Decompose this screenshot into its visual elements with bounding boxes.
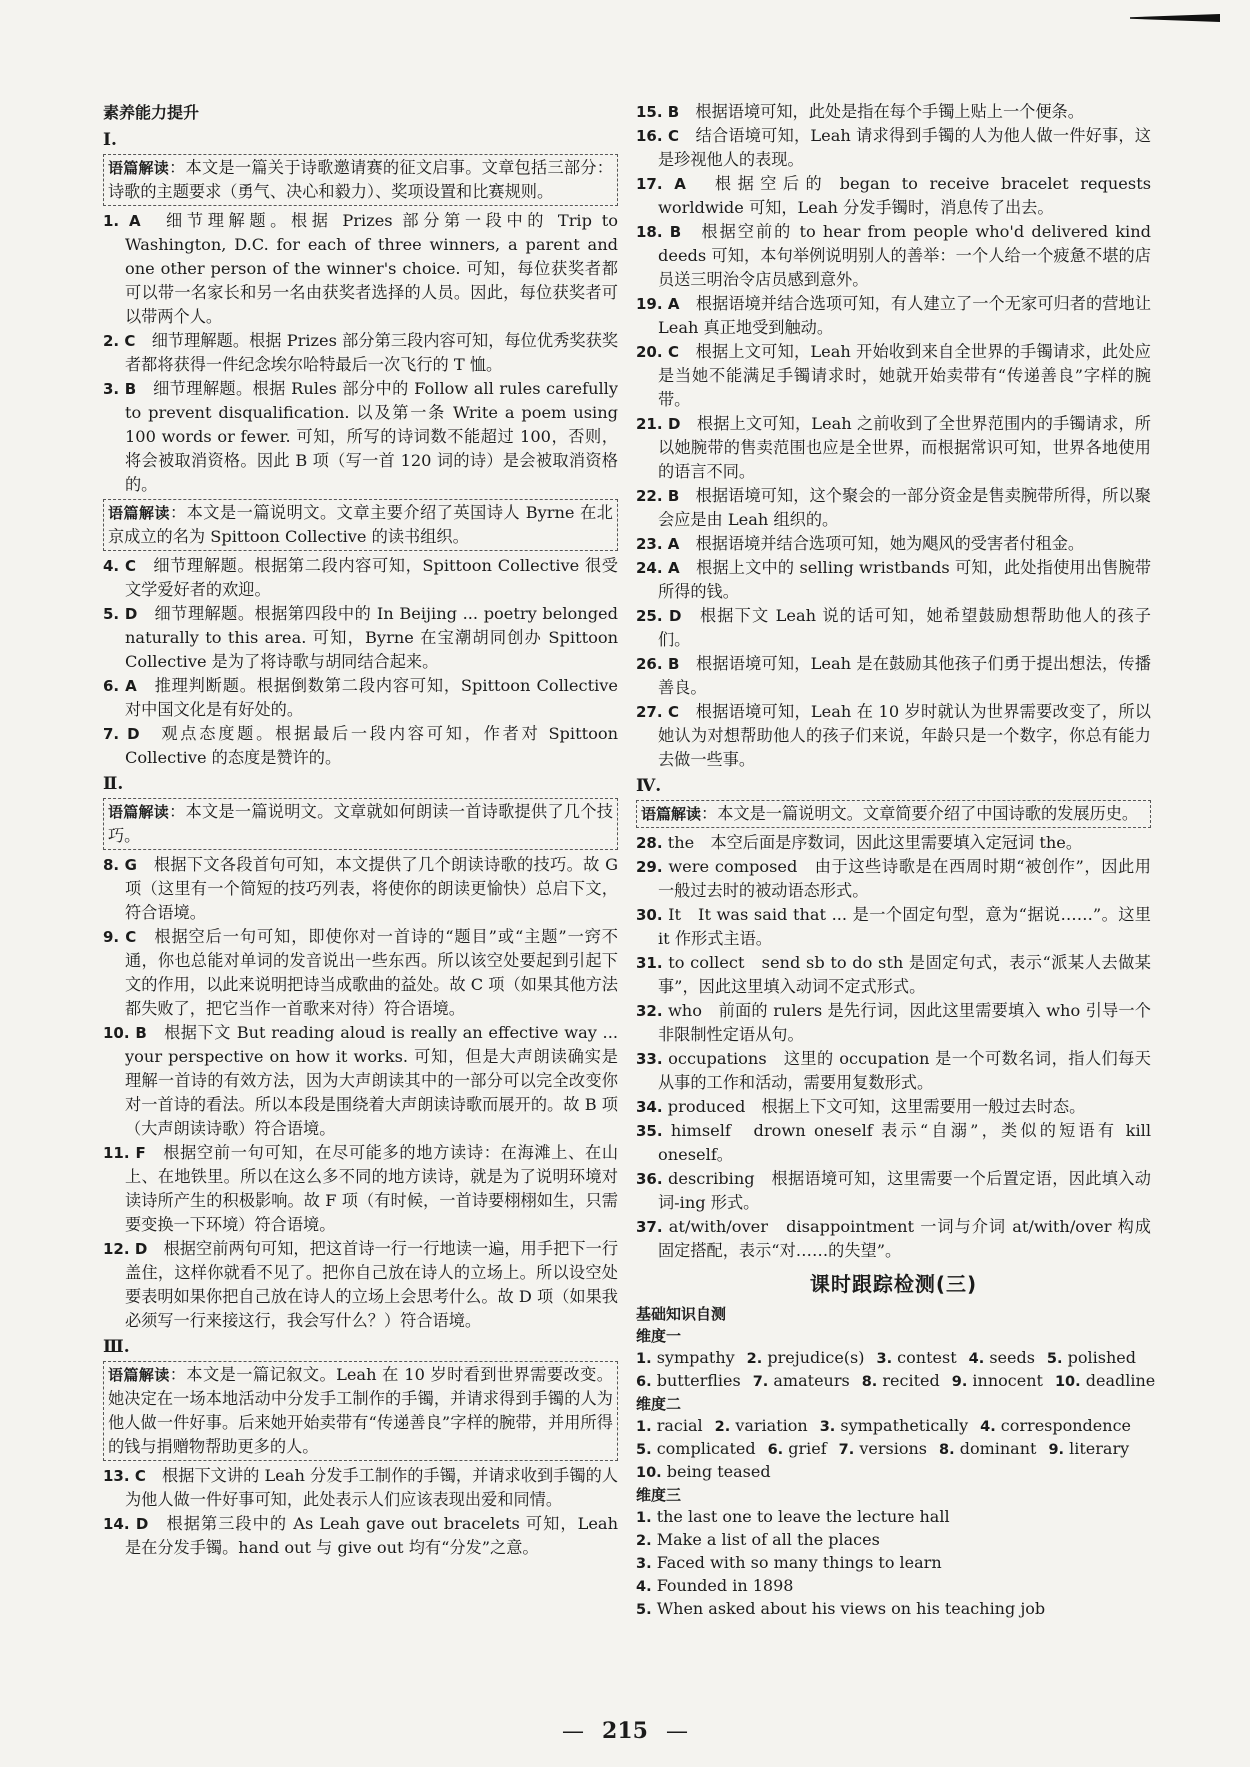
answer-number: 3. B [103, 380, 137, 398]
answer-word: prejudice(s) [762, 1348, 865, 1367]
box-label: 语篇解读 [108, 159, 170, 177]
answer-word: deadline [1080, 1371, 1156, 1390]
answer-explanation: 根据语境并结合选项可知，有人建立了一个无家可归者的营地让 Leah 真正地受到触动。 [658, 294, 1152, 337]
answer-cell [747, 1347, 865, 1370]
answer-number: 3. [819, 1419, 836, 1435]
answer-explanation: 根据语境并结合选项可知，她为飓风的受害者付租金。 [679, 534, 1085, 553]
answer-number: 1. A [103, 212, 141, 230]
answer-number: 14. D [103, 1515, 149, 1533]
answer-item [103, 329, 618, 377]
answer-explanation: to collect send sb to do sth 是固定句式，表示“派某人去做某事”，因此这里填入动词不定式形式。 [658, 953, 1151, 996]
answer-item [636, 1047, 1151, 1095]
answer-cell [820, 1415, 968, 1438]
answer-word: innocent [967, 1371, 1043, 1390]
answer-cell [1048, 1438, 1129, 1461]
answer-explanation: 根据语境可知，此处是指在每个手镯上贴上一个便条。 [679, 102, 1084, 121]
answer-number: 1. [636, 1419, 652, 1435]
answer-explanation: 根据上文可知，Leah 之前收到了全世界范围内的手镯请求，所以她腕带的售卖范围也应是全世界，而根据常识可知，世界各地使用的语言不同。 [658, 414, 1151, 481]
dimension-label: 维度二 [636, 1395, 682, 1413]
answer-item [636, 484, 1151, 532]
answer-item [636, 1167, 1151, 1215]
answer-item [103, 925, 618, 1021]
answer-number: 31. [636, 954, 663, 972]
answer-number: 37. [636, 1218, 663, 1236]
answer-word: grief [783, 1439, 827, 1458]
answer-cell [980, 1415, 1131, 1438]
box-label: 语篇解读 [641, 805, 702, 823]
answer-number: 25. D [636, 607, 682, 625]
answer-item [636, 700, 1151, 772]
answer-item [103, 209, 618, 329]
answer-row [636, 1506, 1151, 1529]
answer-word: complicated [651, 1439, 756, 1458]
answer-number: 33. [636, 1050, 663, 1068]
box-text: ：本文是一篇说明文。文章简要介绍了中国诗歌的发展历史。 [701, 804, 1139, 823]
answer-number: 6. [636, 1374, 652, 1390]
answer-number: 9. [951, 1374, 968, 1390]
answer-row [636, 1415, 1151, 1438]
answer-explanation: It It was said that ... 是一个固定句型，意为“据说……”。这里 it 作形式主语。 [658, 905, 1151, 948]
answer-item [103, 1141, 618, 1237]
answer-item [636, 604, 1151, 652]
answer-item [636, 1095, 1151, 1119]
answer-word: polished [1062, 1348, 1136, 1367]
box-text: ：本文是一篇说明文。文章主要介绍了英国诗人 Byrne 在北京成立的名为 Spittoon Collective 的读书组织。 [108, 503, 613, 546]
answer-explanation: 根据下文各段首句可知，本文提供了几个朗读诗歌的技巧。故 G 项（这里有一个简短的技巧列表，将使你的朗读更愉快）总启下文，符合语境。 [125, 855, 619, 922]
answer-number: 10. B [103, 1024, 147, 1042]
answer-number: 35. [636, 1122, 663, 1140]
answer-explanation: 根据空后的 began to receive bracelet requests worldwide 可知，Leah 分发手镯时，消息传了出去。 [658, 174, 1152, 217]
answer-explanation: 根据上文中的 selling wristbands 可知，此处指使用出售腕带所得的钱。 [658, 558, 1152, 601]
answer-number: 4. [636, 1579, 652, 1595]
answer-number: 34. [636, 1098, 663, 1116]
answer-word: contest [892, 1348, 957, 1367]
answer-explanation: 推理判断题。根据倒数第二段内容可知，Spittoon Collective 对中国文化是有好处的。 [125, 676, 618, 719]
answer-explanation: occupations 这里的 occupation 是一个可数名词，指人们每天从事的工作和活动，需要用复数形式。 [658, 1049, 1151, 1092]
section-heading: 素养能力提升 [103, 103, 200, 122]
box-label: 语篇解读 [108, 504, 170, 522]
answer-item [636, 1215, 1151, 1263]
answer-number: 4. [968, 1351, 985, 1367]
answer-number: 8. G [103, 856, 137, 874]
top-corner-bar [1130, 14, 1220, 22]
answer-explanation: 结合语境可知，Leah 请求得到手镯的人为他人做一件好事，这是珍视他人的表现。 [658, 126, 1151, 169]
answer-number: 7. [752, 1374, 769, 1390]
answer-number: 11. F [103, 1144, 146, 1162]
subsection-title: 基础知识自测 [636, 1305, 727, 1323]
answer-number: 5. D [103, 605, 138, 623]
answer-number: 18. B [636, 223, 682, 241]
answer-number: 4. C [103, 557, 136, 575]
page-number: — 215 — [562, 1718, 688, 1744]
answer-cell [636, 1370, 741, 1393]
answer-item [103, 1464, 618, 1512]
answer-row [636, 1347, 1151, 1370]
answer-explanation: 根据上文可知，Leah 开始收到来自全世界的手镯请求，此处应是当她不能满足手镯请求时，她就开始卖带有“传递善良”字样的腕带。 [658, 342, 1151, 409]
answer-row [636, 1552, 1151, 1575]
answer-item [103, 1237, 618, 1333]
answer-number: 10. [1054, 1374, 1081, 1390]
answer-row [636, 1370, 1156, 1393]
answer-number: 16. C [636, 127, 680, 145]
answer-item [103, 1512, 618, 1560]
answer-item [103, 674, 618, 722]
answer-number: 5. [1046, 1351, 1063, 1367]
answer-number: 2. [714, 1419, 731, 1435]
answer-number: 15. B [636, 103, 680, 121]
answer-number: 36. [636, 1170, 663, 1188]
answer-item [636, 951, 1151, 999]
answer-number: 28. [636, 834, 663, 852]
box-text: ：本文是一篇说明文。文章就如何朗读一首诗歌提供了几个技巧。 [108, 802, 613, 845]
answer-explanation: 细节理解题。根据 Prizes 部分第三段内容可知，每位优秀奖获奖者都将获得一件纪念埃尔哈特最后一次飞行的 T 恤。 [125, 331, 619, 374]
answer-item [636, 1119, 1151, 1167]
answer-item [636, 340, 1151, 412]
answer-explanation: describing 根据语境可知，这里需要一个后置定语，因此填入动词-ing 形式。 [658, 1169, 1151, 1212]
answer-item [636, 556, 1151, 604]
answer-number: 5. [636, 1602, 652, 1618]
answer-number: 6. A [103, 677, 137, 695]
answer-word: sympathetically [835, 1416, 969, 1435]
passage-summary [103, 499, 618, 551]
answer-word: correspondence [995, 1416, 1131, 1435]
answer-cell [876, 1347, 956, 1370]
answer-number: 19. A [636, 295, 680, 313]
answer-explanation: 根据下文 But reading aloud is really an effective way ... your perspective on how it works. 可知，但是大声朗读确实是理解一首诗的有效方法，因为大声朗读其中的一部分可以完全改变你对一首诗的看法。所以本段是围绕着大声朗读诗歌而展开的。故 B 项（大声朗读诗歌）符合语境。 [125, 1023, 618, 1138]
answer-item [636, 220, 1151, 292]
answer-row [636, 1575, 1151, 1598]
answer-number: 26. B [636, 655, 680, 673]
answer-item [103, 554, 618, 602]
answer-sentence: When asked about his views on his teaching job [651, 1599, 1046, 1618]
answer-word: amateurs [768, 1371, 850, 1390]
dimension-label: 维度一 [636, 1327, 682, 1345]
answer-item [636, 855, 1151, 903]
answer-explanation: produced 根据上下文可知，这里需要用一般过去时态。 [662, 1097, 1086, 1116]
answer-word: racial [651, 1416, 703, 1435]
left-column [103, 100, 618, 1560]
answer-explanation: 根据空前的 to hear from people who'd delivered kind deeds 可知，本句举例说明别人的善举：一个人给一个疲惫不堪的店员送三明治令店员感到意外。 [658, 222, 1151, 289]
passage-summary [103, 798, 618, 850]
answer-explanation: himself drown oneself 表示“自溺”，类似的短语有 kill oneself。 [658, 1121, 1151, 1164]
answer-cell [839, 1438, 927, 1461]
answer-number: 2. [746, 1351, 763, 1367]
answer-number: 3. [876, 1351, 893, 1367]
answer-number: 22. B [636, 487, 680, 505]
answer-explanation: 根据下文讲的 Leah 分发手工制作的手镯，并请求收到手镯的人为他人做一件好事可知，此处表示人们应该表现出爱和同情。 [125, 1466, 618, 1509]
answer-number: 9. [1048, 1442, 1065, 1458]
answer-cell [862, 1370, 940, 1393]
answer-item [103, 602, 618, 674]
answer-item [103, 853, 618, 925]
answer-item [636, 652, 1151, 700]
answer-explanation: who 前面的 rulers 是先行词，因此这里需要填入 who 引导一个非限制性定语从句。 [658, 1001, 1151, 1044]
answer-word: butterflies [651, 1371, 741, 1390]
answer-explanation: 根据第三段中的 As Leah gave out bracelets 可知，Leah 是在分发手镯。hand out 与 give out 均有“分发”之意。 [125, 1514, 618, 1557]
answer-number: 1. [636, 1351, 652, 1367]
answer-word: recited [877, 1371, 940, 1390]
page-number-text: 215 [602, 1718, 648, 1744]
answer-number: 30. [636, 906, 663, 924]
answer-item [636, 532, 1151, 556]
answer-cell [753, 1370, 850, 1393]
dimension-label: 维度三 [636, 1486, 682, 1504]
answer-number: 5. [636, 1442, 652, 1458]
answer-row [636, 1438, 1151, 1461]
answer-word: dominant [954, 1439, 1037, 1458]
answer-number: 3. [636, 1556, 652, 1572]
answer-number: 32. [636, 1002, 663, 1020]
answer-item [103, 377, 618, 497]
answer-item [636, 999, 1151, 1047]
answer-cell [952, 1370, 1043, 1393]
answer-word: being teased [661, 1462, 771, 1481]
answer-explanation: 细节理解题。根据 Rules 部分中的 Follow all rules carefully to prevent disqualification. 以及第一条 Write a poem using 100 words or fewer. 可知，所写的诗词数不能超过 100，否则，将会被取消资格。因此 B 项（写一首 120 词的诗）是会被取消资格的。 [125, 379, 618, 494]
answer-item [636, 172, 1151, 220]
answer-sentence: Founded in 1898 [651, 1576, 794, 1595]
answer-number: 13. C [103, 1467, 146, 1485]
answer-number: 9. C [103, 928, 137, 946]
answer-explanation: were composed 由于这些诗歌是在西周时期“被创作”，因此用一般过去时的被动语态形式。 [658, 857, 1151, 900]
answer-number: 7. [838, 1442, 855, 1458]
answer-explanation: 细节理解题。根据 Prizes 部分第一段中的 Trip to Washington, D.C. for each of three winners, a parent and one other person of the winner's choice. 可知，每位获奖者都可以带一名家长和另一名由获奖者选择的人员。因此，每位获奖者可以带两个人。 [125, 211, 618, 326]
answer-row [636, 1598, 1151, 1621]
answer-explanation: 细节理解题。根据第四段中的 In Beijing ... poetry belonged naturally to this area. 可知，Byrne 在宝潮胡同创办 Spittoon Collective 是为了将诗歌与胡同结合起来。 [125, 604, 619, 671]
answer-item [636, 100, 1151, 124]
answer-item [636, 292, 1151, 340]
answer-number: 17. A [636, 175, 686, 193]
answer-cell [1047, 1347, 1136, 1370]
answer-cell [636, 1347, 735, 1370]
answer-number: 7. D [103, 725, 140, 743]
answer-cell [636, 1415, 703, 1438]
right-column [636, 100, 1156, 1621]
answer-word: variation [730, 1416, 808, 1435]
answer-number: 10. [636, 1465, 662, 1481]
answer-number: 6. [767, 1442, 784, 1458]
answer-explanation: 观点态度题。根据最后一段内容可知，作者对 Spittoon Collective 的态度是赞许的。 [125, 724, 619, 767]
answer-item [103, 722, 618, 770]
answer-number: 8. [861, 1374, 878, 1390]
answer-number: 23. A [636, 535, 680, 553]
answer-number: 8. [939, 1442, 955, 1458]
part-label: Ⅳ. [636, 776, 662, 796]
box-text: ：本文是一篇记叙文。Leah 在 10 岁时看到世界需要改变。她决定在一场本地活动中分发手工制作的手镯，并请求得到手镯的人为他人做一件好事。后来她开始卖带有“传递善良”字样的腕带，并用所得的钱与捐赠物帮助更多的人。 [108, 1365, 613, 1456]
answer-explanation: 细节理解题。根据第二段内容可知，Spittoon Collective 很受文学爱好者的欢迎。 [125, 556, 618, 599]
answer-number: 24. A [636, 559, 680, 577]
answer-cell [636, 1438, 756, 1461]
answer-explanation: 根据空前一句可知，在尽可能多的地方读诗：在海滩上、在山上、在地铁里。所以在这么多不同的地方读诗，就是为了说明环境对读诗所产生的积极影响。故 F 项（有时候，一首诗要栩栩如生，只需要变换一下环境）符合语境。 [125, 1143, 619, 1234]
passage-summary [103, 154, 618, 206]
answer-explanation: at/with/over disappointment 一词与介词 at/with/over 构成固定搭配，表示“对……的失望”。 [658, 1217, 1151, 1260]
part-label: Ⅲ. [103, 1337, 130, 1357]
answer-item [636, 124, 1151, 172]
box-label: 语篇解读 [108, 803, 170, 821]
answer-word: versions [854, 1439, 927, 1458]
answer-explanation: the 本空后面是序数词，因此这里需要填入定冠词 the。 [662, 833, 1083, 852]
box-text: ：本文是一篇关于诗歌邀请赛的征文启事。文章包括三部分：诗歌的主题要求（勇气、决心和毅力）、奖项设置和比赛规则。 [108, 158, 613, 201]
answer-number: 2. [636, 1533, 652, 1549]
answer-sentence: Faced with so many things to learn [651, 1553, 942, 1572]
answer-cell [1055, 1370, 1155, 1393]
answer-item [103, 1021, 618, 1141]
answer-word: literary [1064, 1439, 1130, 1458]
answer-sentence: Make a list of all the places [651, 1530, 880, 1549]
passage-summary [103, 1361, 618, 1461]
answer-cell [636, 1461, 771, 1484]
answer-number: 12. D [103, 1240, 148, 1258]
answer-item [636, 412, 1151, 484]
answer-number: 1. [636, 1510, 652, 1526]
part-label: Ⅱ. [103, 774, 124, 794]
answer-number: 29. [636, 858, 663, 876]
part-label: Ⅰ. [103, 130, 117, 150]
answer-row [636, 1529, 1151, 1552]
answer-number: 20. C [636, 343, 680, 361]
answer-number: 2. C [103, 332, 136, 350]
answer-number: 4. [980, 1419, 996, 1435]
answer-number: 21. D [636, 415, 681, 433]
answer-cell [969, 1347, 1035, 1370]
answer-cell [939, 1438, 1036, 1461]
answer-row [636, 1461, 1151, 1484]
answer-item [636, 903, 1151, 951]
answer-cell [715, 1415, 808, 1438]
answer-number: 27. C [636, 703, 680, 721]
answer-explanation: 根据空后一句可知，即使你对一首诗的“题目”或“主题”一窍不通，你也总能对单词的发音说出一些东西。所以该空处要起到引起下文的作用，以此来说明把诗当成歌曲的益处。故 C 项（如果其他方法都失败了，把它当作一首歌来对待）符合语境。 [125, 927, 618, 1018]
section-title: 课时跟踪检测(三) [809, 1272, 978, 1296]
answer-explanation: 根据下文 Leah 说的话可知，她希望鼓励想帮助他人的孩子们。 [658, 606, 1151, 649]
answer-cell [768, 1438, 827, 1461]
box-label: 语篇解读 [108, 1366, 170, 1384]
answer-item [636, 831, 1151, 855]
passage-summary [636, 800, 1151, 828]
answer-explanation: 根据语境可知，Leah 是在鼓励其他孩子们勇于提出想法，传播善良。 [658, 654, 1151, 697]
answer-explanation: 根据语境可知，这个聚会的一部分资金是售卖腕带所得，所以聚会应是由 Leah 组织的。 [658, 486, 1151, 529]
answer-word: sympathy [651, 1348, 735, 1367]
answer-explanation: 根据语境可知，Leah 在 10 岁时就认为世界需要改变了，所以她认为对想帮助他人的孩子们来说，年龄只是一个数字，你总有能力去做一些事。 [658, 702, 1151, 769]
answer-sentence: the last one to leave the lecture hall [651, 1507, 950, 1526]
answer-explanation: 根据空前两句可知，把这首诗一行一行地读一遍，用手把下一行盖住，这样你就看不见了。把你自己放在诗人的立场上。所以设空处要表明如果你把自己放在诗人的立场上会思考什么。故 D 项（如果我必须写一行来接这行，我会写什么？）符合语境。 [125, 1239, 619, 1330]
answer-word: seeds [984, 1348, 1035, 1367]
